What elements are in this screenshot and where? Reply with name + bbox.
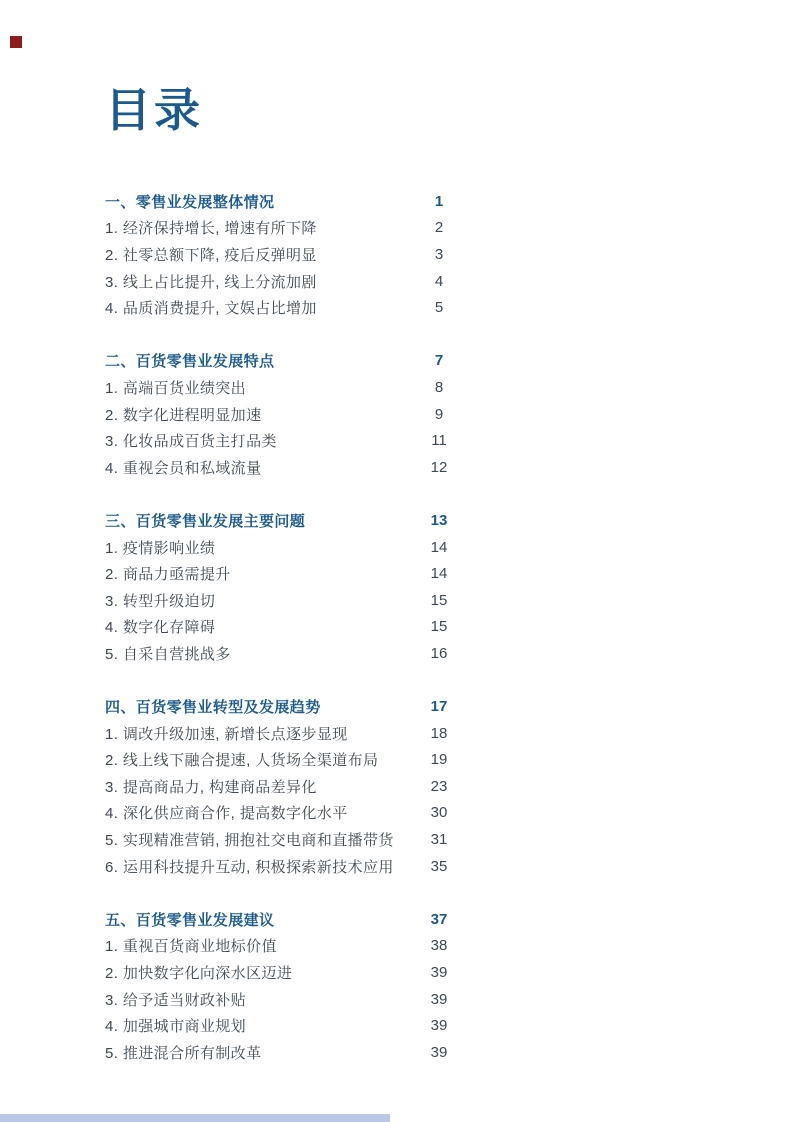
toc-entry[interactable] (105, 720, 453, 747)
toc-entry-page-number: 39 (430, 1043, 448, 1061)
toc-entry-page-number: 38 (430, 937, 448, 955)
toc-section-heading[interactable] (105, 906, 453, 933)
toc-section-heading-page-number: 7 (434, 352, 444, 370)
toc-page-content (105, 86, 453, 1066)
toc-section (105, 906, 453, 1066)
toc-section (105, 507, 453, 667)
toc-entry[interactable] (105, 826, 453, 853)
toc-entry-page-number: 12 (430, 458, 448, 476)
toc-entry[interactable] (105, 986, 453, 1013)
toc-entry-page-number: 9 (434, 405, 444, 423)
toc-section (105, 348, 453, 481)
toc-entry[interactable] (105, 1012, 453, 1039)
toc-entry-label: 3. 给予适当财政补贴 (105, 991, 247, 1009)
toc-entry-page-number: 8 (434, 378, 444, 396)
brand-mark-square (10, 36, 22, 48)
toc-section-heading-label: 一、零售业发展整体情况 (105, 193, 275, 211)
toc-entry-label: 5. 自采自营挑战多 (105, 645, 231, 663)
toc-entry-label: 4. 重视会员和私域流量 (105, 459, 262, 477)
toc-section-heading-label: 五、百货零售业发展建议 (105, 911, 275, 929)
toc-entry[interactable] (105, 614, 453, 641)
toc-entry-label: 5. 实现精准营销, 拥抱社交电商和直播带货 (105, 832, 394, 850)
toc-section-heading[interactable] (105, 693, 453, 720)
toc-entry-page-number: 11 (431, 432, 447, 450)
toc-entry-page-number: 35 (430, 857, 448, 875)
toc-entry-label: 4. 品质消费提升, 文娱占比增加 (105, 300, 317, 318)
toc-section (105, 693, 453, 879)
toc-entry-page-number: 14 (430, 538, 448, 556)
toc-entry-page-number: 39 (430, 964, 448, 982)
toc-entry-page-number: 15 (430, 591, 448, 609)
toc-entry-page-number: 31 (430, 831, 448, 849)
toc-entry-label: 4. 深化供应商合作, 提高数字化水平 (105, 805, 348, 823)
toc-entry[interactable] (105, 241, 453, 268)
toc-entry-label: 3. 化妆品成百货主打品类 (105, 433, 277, 451)
toc-entry-page-number: 3 (434, 245, 444, 263)
footer-accent-bar (0, 1114, 390, 1122)
toc-entry[interactable] (105, 454, 453, 481)
toc-entry-label: 2. 数字化进程明显加速 (105, 406, 262, 424)
toc-section (105, 188, 453, 321)
toc-entry[interactable] (105, 215, 453, 242)
toc-entry[interactable] (105, 640, 453, 667)
toc-section-heading-page-number: 13 (430, 511, 448, 529)
toc-entry[interactable] (105, 401, 453, 428)
toc-section-heading[interactable] (105, 188, 453, 215)
toc-entry[interactable] (105, 746, 453, 773)
toc-entry-label: 1. 高端百货业绩突出 (105, 379, 247, 397)
toc-section-heading-page-number: 17 (430, 698, 448, 716)
toc-section-heading-label: 四、百货零售业转型及发展趋势 (105, 699, 321, 717)
toc-entry[interactable] (105, 959, 453, 986)
toc-entry[interactable] (105, 1039, 453, 1066)
toc-entry-page-number: 5 (434, 299, 444, 317)
toc-entry-label: 3. 提高商品力, 构建商品差异化 (105, 778, 317, 796)
toc-entry-page-number: 14 (430, 565, 448, 583)
toc-entry-page-number: 39 (430, 1017, 448, 1035)
toc-entry-page-number: 4 (434, 272, 444, 290)
toc-entry-page-number: 23 (430, 777, 448, 795)
toc-entry-label: 3. 线上占比提升, 线上分流加剧 (105, 273, 317, 291)
toc-entry-label: 5. 推进混合所有制改革 (105, 1044, 262, 1062)
toc-entry-page-number: 39 (430, 990, 448, 1008)
toc-entry[interactable] (105, 773, 453, 800)
toc-entry[interactable] (105, 560, 453, 587)
toc-entry[interactable] (105, 427, 453, 454)
toc-entry[interactable] (105, 268, 453, 295)
toc-entry-label: 1. 调改升级加速, 新增长点逐步显现 (105, 725, 348, 743)
toc-entry-label: 3. 转型升级迫切 (105, 592, 216, 610)
toc-entry-label: 4. 数字化存障碍 (105, 619, 216, 637)
toc-entry[interactable] (105, 800, 453, 827)
toc-entry-label: 4. 加强城市商业规划 (105, 1018, 247, 1036)
toc-section-heading-label: 二、百货零售业发展特点 (105, 353, 275, 371)
toc-entry-label: 1. 疫情影响业绩 (105, 539, 216, 557)
table-of-contents (105, 188, 453, 1066)
toc-entry-page-number: 16 (430, 644, 448, 662)
toc-entry[interactable] (105, 294, 453, 321)
toc-entry-label: 2. 线上线下融合提速, 人货场全渠道布局 (105, 752, 379, 770)
toc-entry-label: 2. 社零总额下降, 疫后反弹明显 (105, 246, 317, 264)
toc-entry-label: 2. 商品力亟需提升 (105, 566, 231, 584)
toc-entry-label: 6. 运用科技提升互动, 积极探索新技术应用 (105, 858, 394, 876)
page-title: 目录 (105, 84, 203, 136)
toc-section-heading[interactable] (105, 348, 453, 375)
toc-section-heading-page-number: 37 (430, 910, 448, 928)
toc-entry-label: 1. 经济保持增长, 增速有所下降 (105, 220, 317, 238)
toc-section-heading-label: 三、百货零售业发展主要问题 (105, 512, 306, 530)
toc-entry-label: 1. 重视百货商业地标价值 (105, 938, 277, 956)
toc-entry[interactable] (105, 374, 453, 401)
toc-section-heading-page-number: 1 (434, 192, 444, 210)
toc-entry[interactable] (105, 853, 453, 880)
toc-entry-page-number: 30 (430, 804, 448, 822)
toc-entry[interactable] (105, 534, 453, 561)
toc-entry-page-number: 18 (430, 724, 448, 742)
toc-entry-label: 2. 加快数字化向深水区迈进 (105, 965, 293, 983)
toc-entry[interactable] (105, 587, 453, 614)
toc-section-heading[interactable] (105, 507, 453, 534)
toc-entry-page-number: 2 (434, 219, 444, 237)
toc-entry-page-number: 15 (430, 618, 448, 636)
toc-entry-page-number: 19 (430, 751, 448, 769)
toc-entry[interactable] (105, 933, 453, 960)
